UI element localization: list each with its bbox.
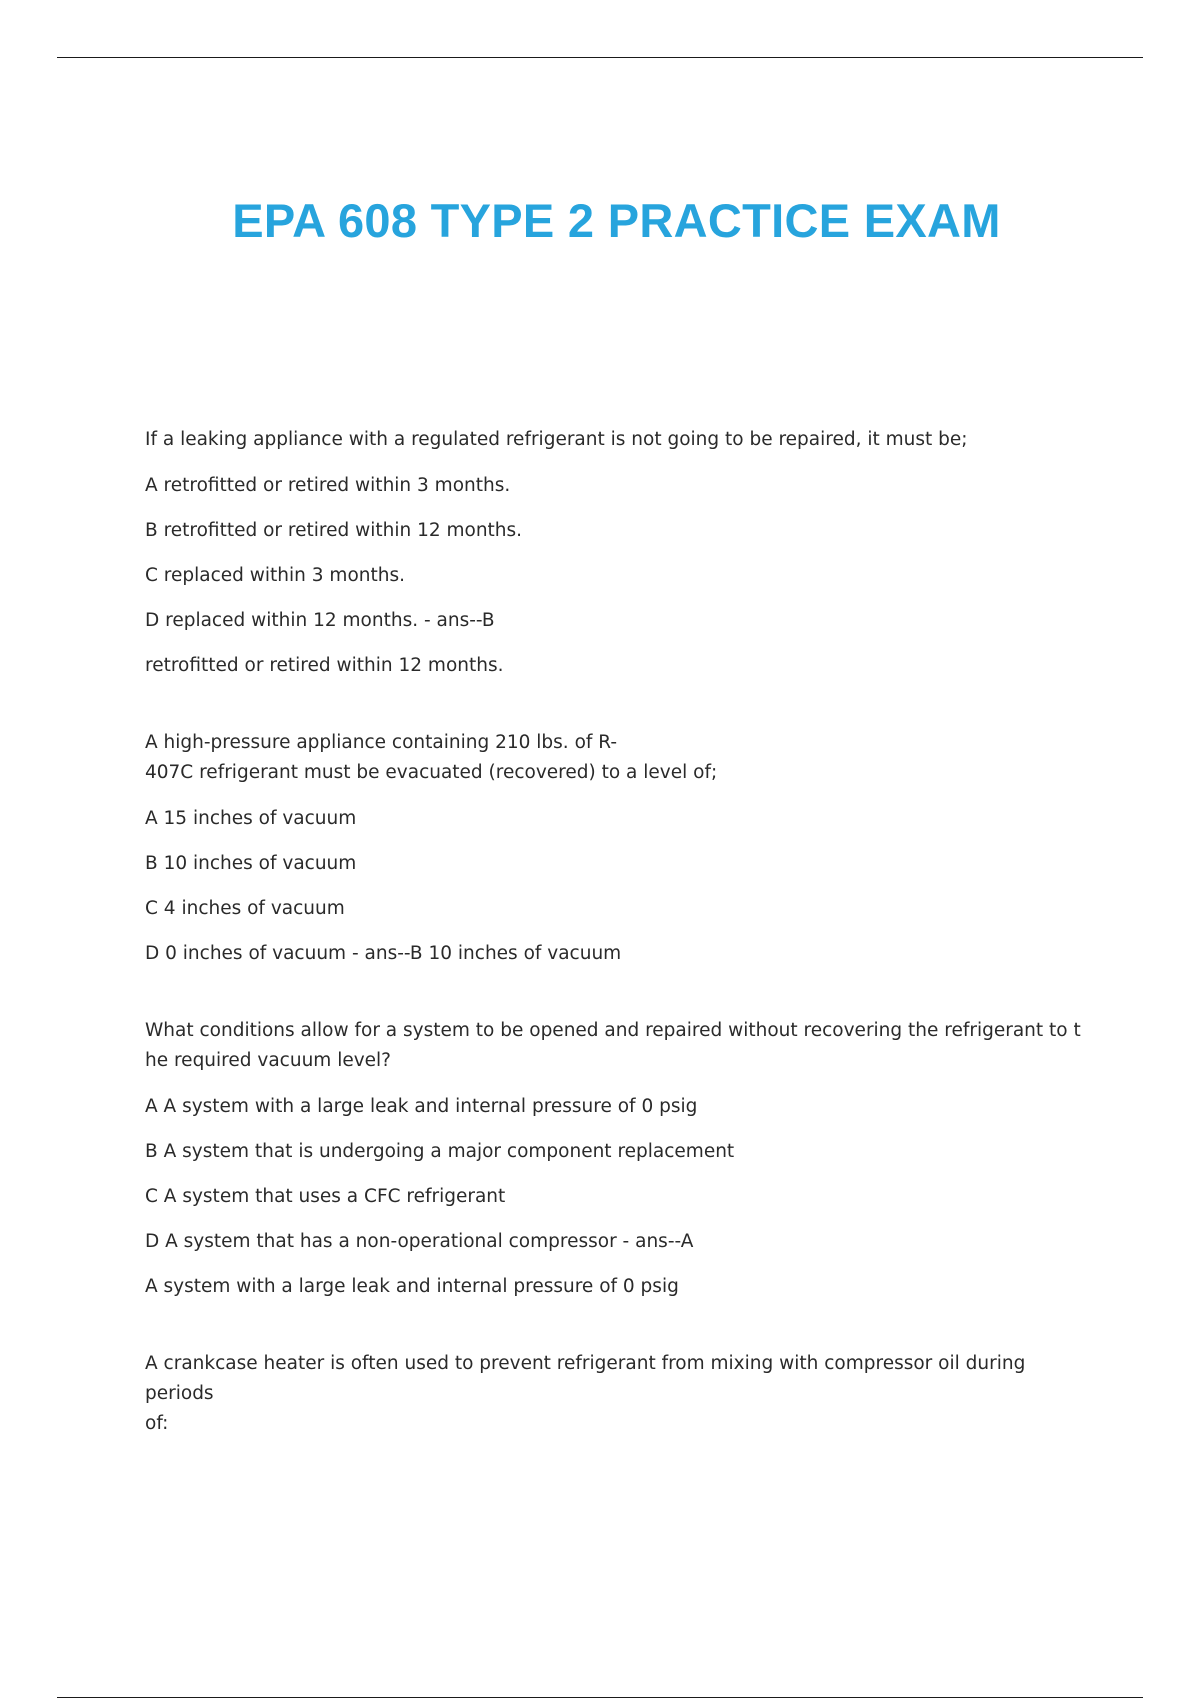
answer-option: B retrofitted or retired within 12 months. — [145, 520, 523, 541]
question-list — [145, 425, 1095, 1486]
answer-option: A A system with a large leak and internal pressure of 0 psig — [145, 1096, 698, 1117]
question-text-line: What conditions allow for a system to be opened and repaired without recovering the refrigerant to t — [145, 1020, 1081, 1041]
question-text — [145, 1349, 1095, 1439]
question-block — [145, 1016, 1095, 1302]
question-text — [145, 728, 1095, 788]
answer-option: D 0 inches of vacuum - ans--B 10 inches of vacuum — [145, 943, 622, 964]
answer-option: B 10 inches of vacuum — [145, 853, 357, 874]
answer-option: A retrofitted or retired within 3 months. — [145, 475, 511, 496]
document-title: EPA 608 TYPE 2 PRACTICE EXAM — [232, 194, 1001, 247]
question-text-line: A crankcase heater is often used to prevent refrigerant from mixing with compressor oil during periods — [145, 1353, 1026, 1404]
question-text: If a leaking appliance with a regulated refrigerant is not going to be repaired, it must be; — [145, 429, 968, 450]
answer-option: B A system that is undergoing a major component replacement — [145, 1141, 735, 1162]
question-block — [145, 425, 1095, 681]
answer-option: C 4 inches of vacuum — [145, 898, 345, 919]
answer-option: A 15 inches of vacuum — [145, 808, 357, 829]
header-rule — [57, 57, 1143, 58]
question-block — [145, 1349, 1095, 1439]
answer-option: C replaced within 3 months. — [145, 565, 405, 586]
answer-option: D A system that has a non-operational compressor - ans--A — [145, 1231, 694, 1252]
answer-option: D replaced within 12 months. - ans--B — [145, 610, 495, 631]
question-text-line: 407C refrigerant must be evacuated (recovered) to a level of; — [145, 762, 718, 783]
question-block — [145, 728, 1095, 969]
question-text-line: A high-pressure appliance containing 210 lbs. of R- — [145, 732, 618, 753]
answer-text: A system with a large leak and internal pressure of 0 psig — [145, 1276, 679, 1297]
answer-text: retrofitted or retired within 12 months. — [145, 655, 504, 676]
answer-option: C A system that uses a CFC refrigerant — [145, 1186, 506, 1207]
question-text-line: he required vacuum level? — [145, 1050, 392, 1071]
footer-rule — [57, 1697, 1143, 1698]
question-text — [145, 1016, 1095, 1076]
question-text-line: of: — [145, 1413, 169, 1434]
